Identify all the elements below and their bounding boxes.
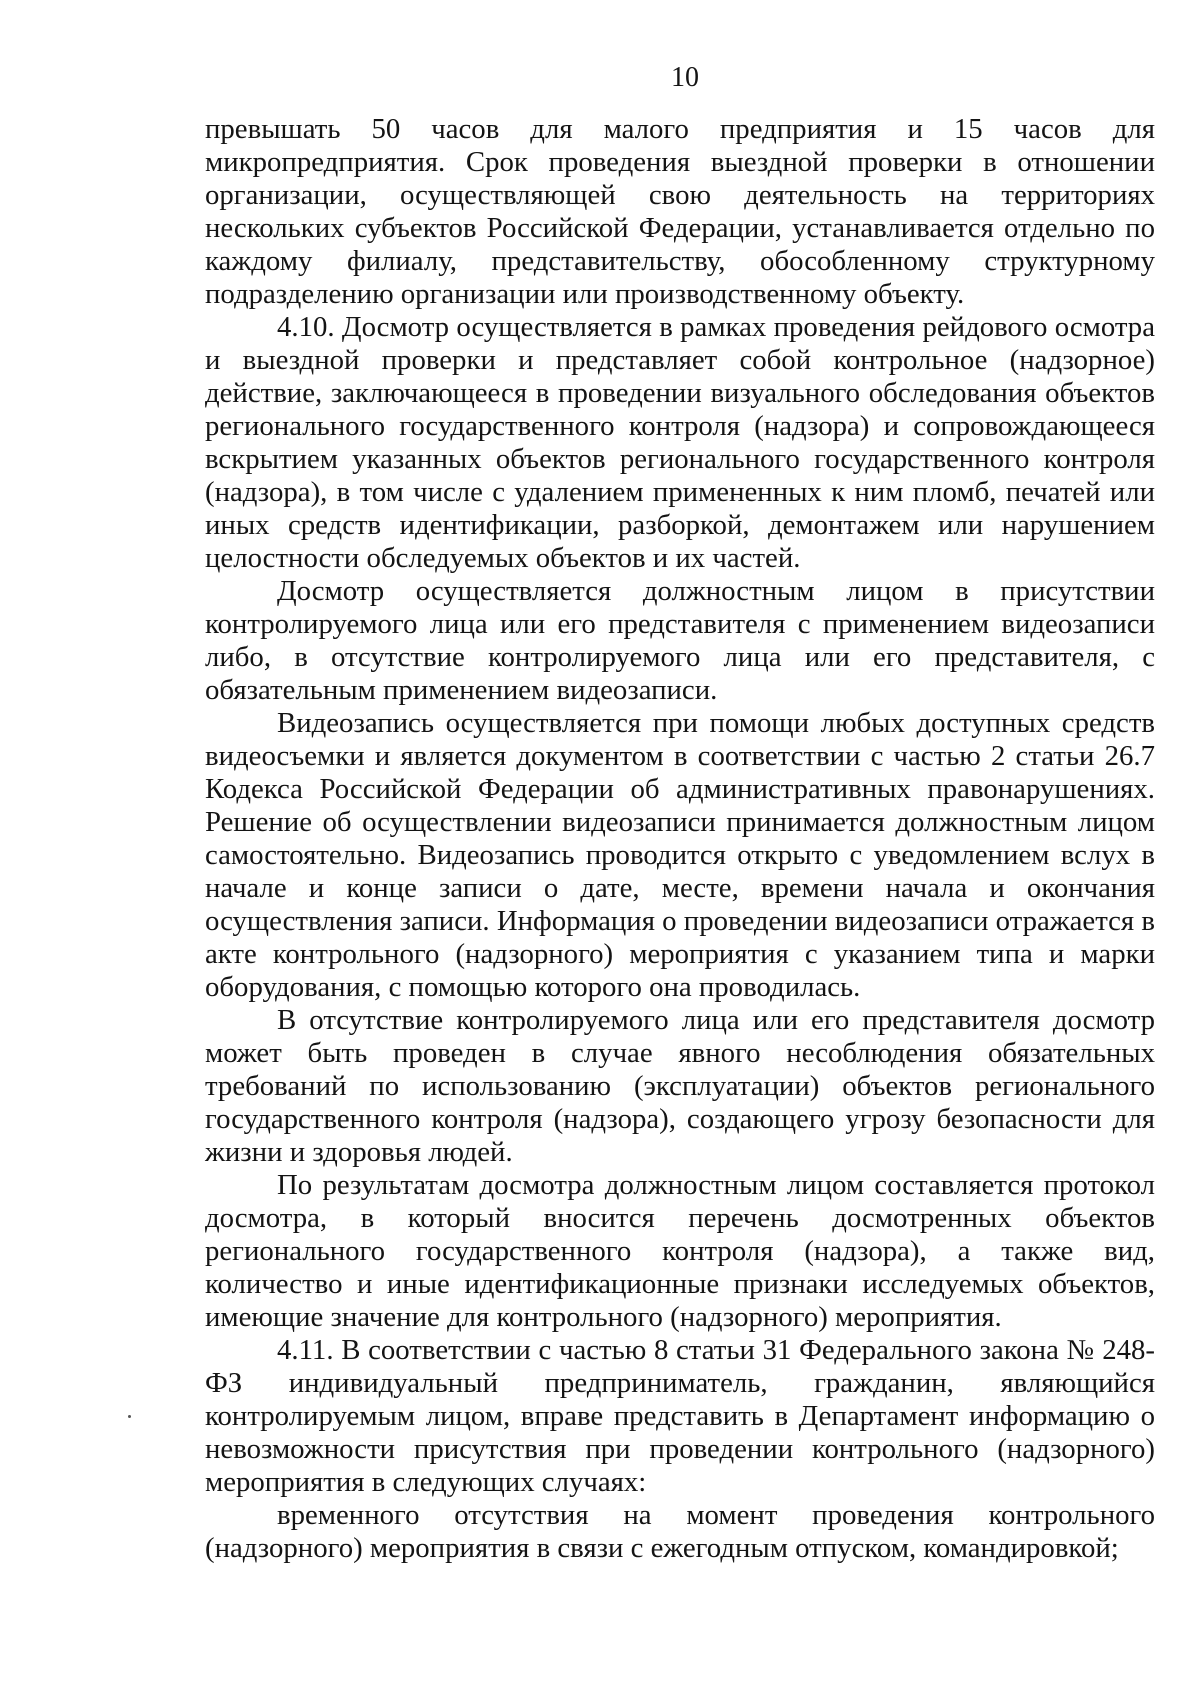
scan-speck <box>128 1415 131 1418</box>
page-number: 10 <box>671 62 699 93</box>
document-body <box>205 113 1155 1565</box>
paragraph-inspection-protocol: По результатам досмотра должностным лицом составляется протокол досмотра, в который вносится перечень досмотренных объектов регионального государственного контроля (надзора), а также вид, количество и иные идентификационные признаки исследуемых объектов, имеющие значение для контрольного (надзорного) мероприятия. <box>205 1169 1155 1333</box>
paragraph-absence-inspection: В отсутствие контролируемого лица или его представителя досмотр может быть проведен в случае явного несоблюдения обязательных требований по использованию (эксплуатации) объектов регионального государственного контроля (надзора), создающего угрозу безопасности для жизни и здоровья людей. <box>205 1004 1155 1168</box>
paragraph-video-recording: Видеозапись осуществляется при помощи любых доступных средств видеосъемки и является документом в соответствии с частью 2 статьи 26.7 Кодекса Российской Федерации об административных правонарушениях. Решение об осуществлении видеозаписи принимается должностным лицом самостоятельно. Видеозапись проводится открыто с уведомлением вслух в начале и конце записи о дате, месте, времени начала и окончания осуществления записи. Информация о проведении видеозаписи отражается в акте контрольного (надзорного) мероприятия с указанием типа и марки оборудования, с помощью которого она проводилась. <box>205 707 1155 1003</box>
paragraph-continuation: превышать 50 часов для малого предприятия и 15 часов для микропредприятия. Срок проведения выездной проверки в отношении организации, осуществляющей свою деятельность на территориях нескольких субъектов Российской Федерации, устанавливается отдельно по каждому филиалу, представительству, обособленному структурному подразделению организации или производственному объекту. <box>205 113 1155 310</box>
paragraph-4-10: 4.10. Досмотр осуществляется в рамках проведения рейдового осмотра и выездной проверки и представляет собой контрольное (надзорное) действие, заключающееся в проведении визуального обследования объектов регионального государственного контроля (надзора) и сопровождающееся вскрытием указанных объектов регионального государственного контроля (надзора), в том числе с удалением примененных к ним пломб, печатей или иных средств идентификации, разборкой, демонтажем или нарушением целостности обследуемых объектов и их частей. <box>205 311 1155 574</box>
paragraph-temporary-absence: временного отсутствия на момент проведения контрольного (надзорного) мероприятия в связи с ежегодным отпуском, командировкой; <box>205 1499 1155 1564</box>
paragraph-4-11: 4.11. В соответствии с частью 8 статьи 31 Федерального закона № 248-ФЗ индивидуальный предприниматель, гражданин, являющийся контролируемым лицом, вправе представить в Департамент информацию о невозможности присутствия при проведении контрольного (надзорного) мероприятия в следующих случаях: <box>205 1334 1155 1498</box>
paragraph-inspection-presence: Досмотр осуществляется должностным лицом в присутствии контролируемого лица или его представителя с применением видеозаписи либо, в отсутствие контролируемого лица или его представителя, с обязательным применением видеозаписи. <box>205 575 1155 706</box>
